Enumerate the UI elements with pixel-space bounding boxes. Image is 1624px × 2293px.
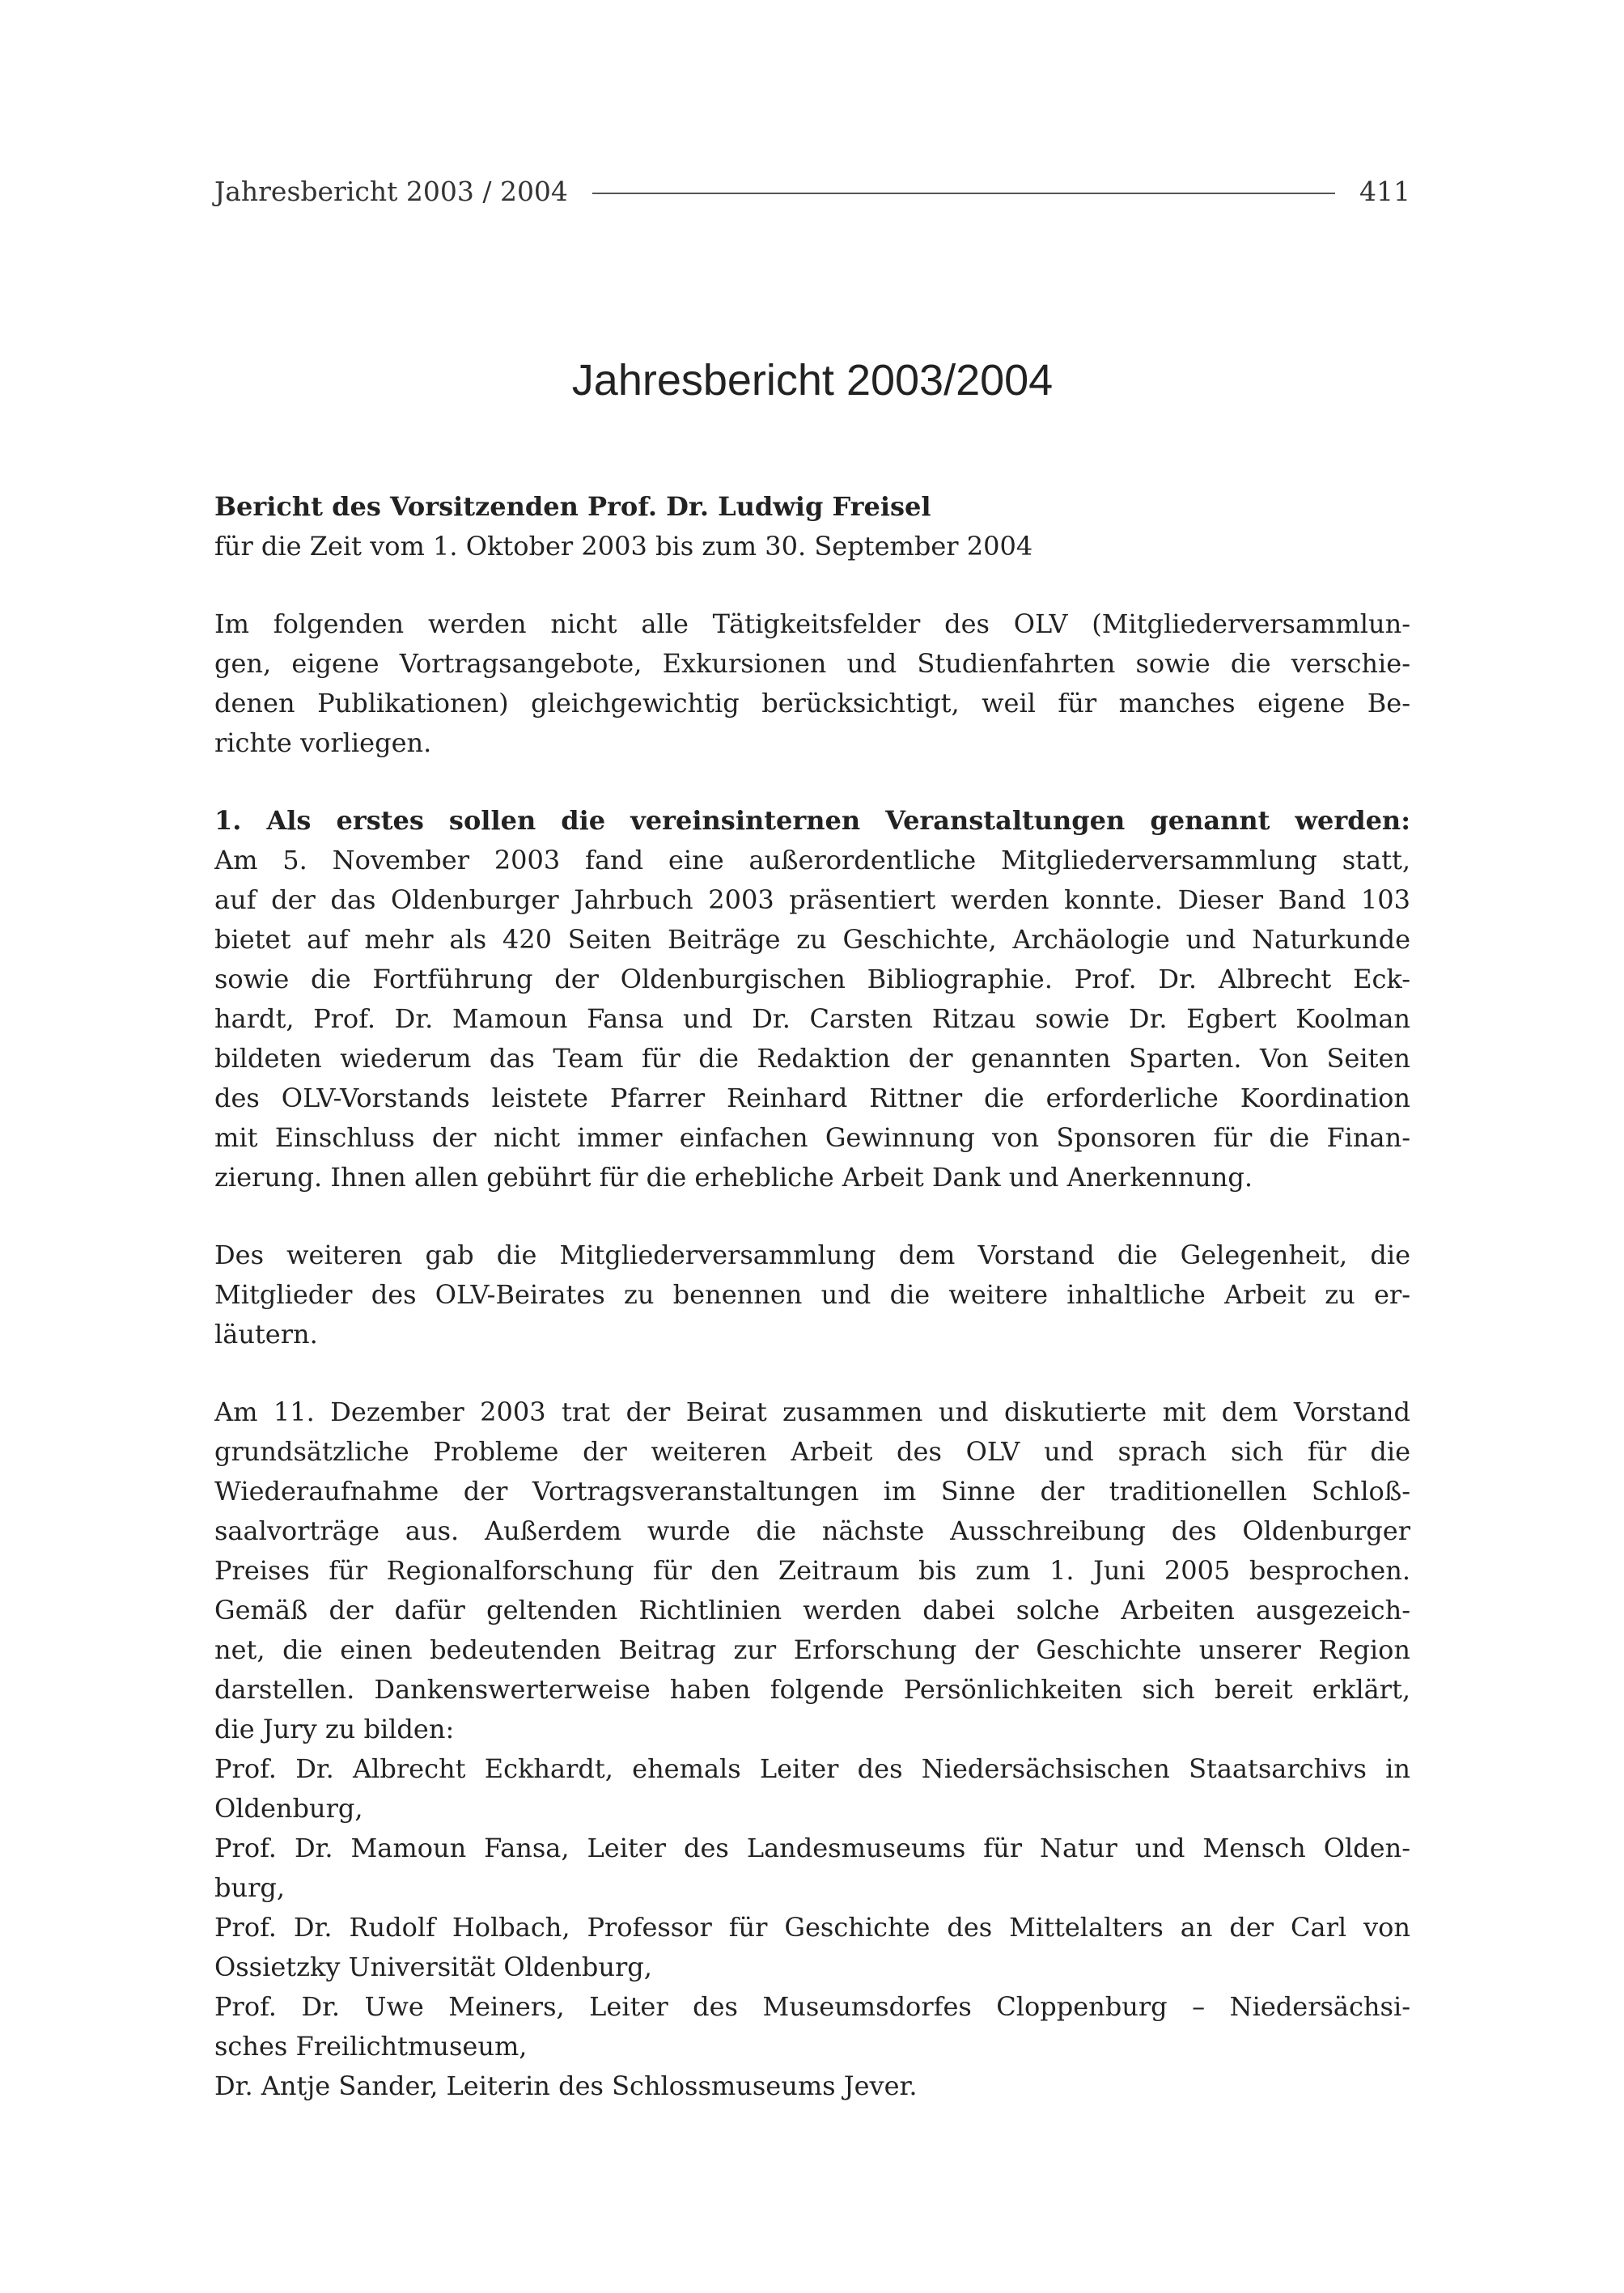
jury-member-line: sches Freilichtmuseum, [214,2031,528,2062]
text-line: sowie die Fortführung der Oldenburgischen Bibliographie. Prof. Dr. Albrecht Eck- [214,964,1410,994]
intro-paragraph [214,604,1410,763]
paragraph-3 [214,1392,1410,1749]
paragraph-gap [214,1197,1410,1236]
running-head-rule [592,193,1335,194]
text-line: läutern. [214,1319,318,1350]
paragraph-gap [214,1354,1410,1392]
text-line: richte vorliegen. [214,727,432,758]
jury-member-line: Ossietzky Universität Oldenburg, [214,1952,652,1982]
text-line: darstellen. Dankenswerterweise haben folgende Persönlichkeiten sich bereit erklärt, [214,1674,1410,1705]
paragraph-gap [214,763,1410,801]
text-line: hardt, Prof. Dr. Mamoun Fansa und Dr. Carsten Ritzau sowie Dr. Egbert Koolman [214,1003,1410,1034]
text-line: Wiederaufnahme der Vortragsveranstaltungen im Sinne der traditionellen Schloß- [214,1476,1410,1507]
jury-member-line: Oldenburg, [214,1793,363,1824]
jury-member-line: Prof. Dr. Rudolf Holbach, Professor für Geschichte des Mittelalters an der Carl von [214,1912,1410,1943]
text-line: net, die einen bedeutenden Beitrag zur Erforschung der Geschichte unserer Region [214,1634,1410,1665]
text-line: saalvorträge aus. Außerdem wurde die nächste Ausschreibung des Oldenburger [214,1515,1410,1546]
text-line: auf der das Oldenburger Jahrbuch 2003 präsentiert werden konnte. Dieser Band 103 [214,884,1410,915]
text-line: bietet auf mehr als 420 Seiten Beiträge zu Geschichte, Archäologie und Naturkunde [214,924,1410,955]
text-line: gen, eigene Vortragsangebote, Exkursionen und Studienfahrten sowie die verschie- [214,648,1410,679]
report-heading: Bericht des Vorsitzenden Prof. Dr. Ludwig Freisel [214,491,931,522]
text-line: Am 5. November 2003 fand eine außerordentliche Mitgliederversammlung statt, [214,845,1410,875]
jury-member-line: Prof. Dr. Albrecht Eckhardt, ehemals Leiter des Niedersächsischen Staatsarchivs in [214,1753,1410,1784]
text-line: Am 11. Dezember 2003 trat der Beirat zusammen und diskutierte mit dem Vorstand [214,1397,1410,1427]
jury-list [214,1749,1410,2106]
jury-member-line: Prof. Dr. Uwe Meiners, Leiter des Museumsdorfes Cloppenburg – Niedersächsi- [214,1991,1410,2022]
page-title: Jahresbericht 2003/2004 [571,356,1054,405]
jury-member-line: Prof. Dr. Mamoun Fansa, Leiter des Landesmuseums für Natur und Mensch Olden- [214,1833,1410,1863]
text-line: Des weiteren gab die Mitgliederversammlung dem Vorstand die Gelegenheit, die [214,1240,1410,1270]
text-line: des OLV-Vorstands leistete Pfarrer Reinhard Rittner die erforderliche Koordination [214,1083,1410,1113]
text-line: zierung. Ihnen allen gebührt für die erhebliche Arbeit Dank und Anerkennung. [214,1162,1253,1193]
text-line: bildeten wiederum das Team für die Redaktion der genannten Sparten. Von Seiten [214,1043,1410,1074]
paragraph-2 [214,1236,1410,1354]
text-line: Im folgenden werden nicht alle Tätigkeitsfelder des OLV (Mitgliederversammlun- [214,608,1410,639]
text-line: Preises für Regionalforschung für den Zeitraum bis zum 1. Juni 2005 besprochen. [214,1555,1410,1586]
text-line: Gemäß der dafür geltenden Richtlinien werden dabei solche Arbeiten ausgezeich- [214,1595,1410,1625]
paragraph-gap [214,566,1410,604]
text-line: Mitglieder des OLV-Beirates zu benennen und die weitere inhaltliche Arbeit zu er- [214,1279,1410,1310]
section-1 [214,801,1410,1197]
page-number: 411 [1359,175,1410,207]
text-line: mit Einschluss der nicht immer einfachen Gewinnung von Sponsoren für die Finan- [214,1122,1410,1153]
section-heading: 1. Als erstes sollen die vereinsinternen Veranstaltungen genannt werden: [214,805,1410,836]
jury-member-line: burg, [214,1872,286,1903]
report-period: für die Zeit vom 1. Oktober 2003 bis zum 30. September 2004 [214,531,1033,562]
text-line: grundsätzliche Probleme der weiteren Arbeit des OLV und sprach sich für die [214,1436,1410,1467]
running-head [214,168,1410,214]
text-line: denen Publikationen) gleichgewichtig berücksichtigt, weil für manches eigene Be- [214,688,1410,718]
jury-member-line: Dr. Antje Sander, Leiterin des Schlossmuseums Jever. [214,2070,918,2101]
running-head-title: Jahresbericht 2003 / 2004 [214,175,568,207]
body-text [214,487,1410,2106]
text-line: die Jury zu bilden: [214,1714,455,1744]
